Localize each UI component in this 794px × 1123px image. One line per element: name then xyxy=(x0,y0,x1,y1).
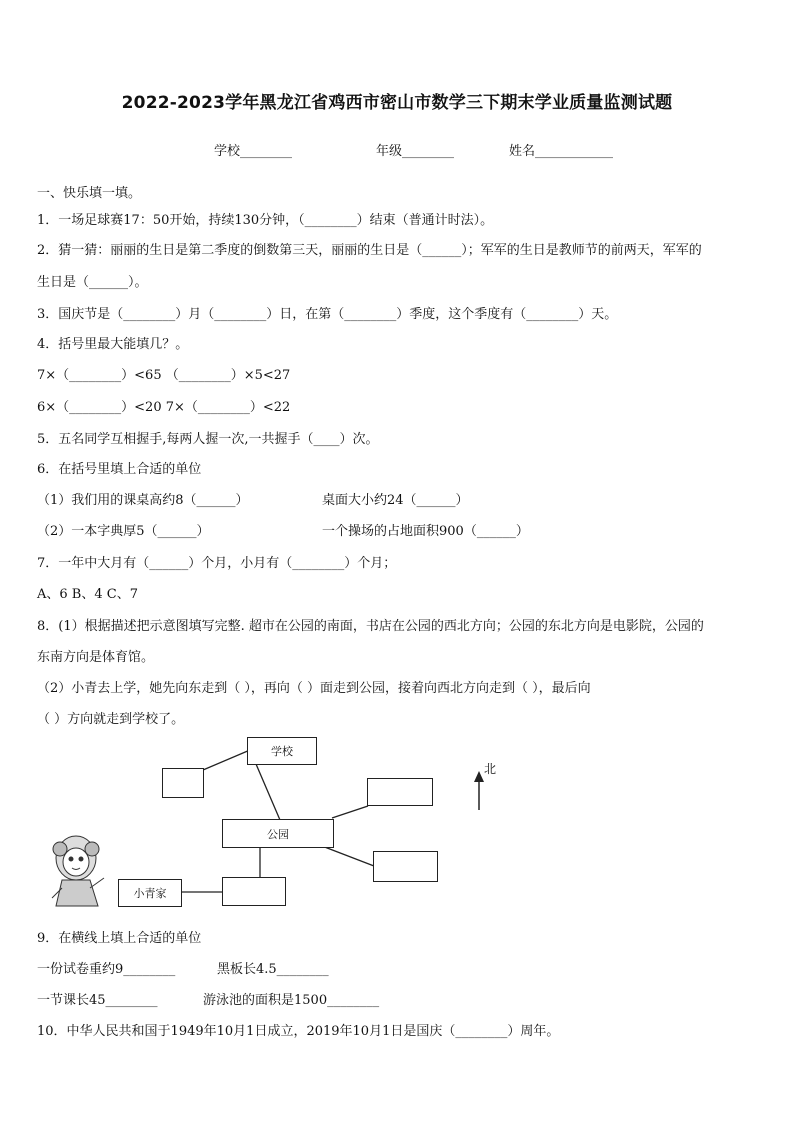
question-6-item-2b: 一个操场的占地面积900（______） xyxy=(322,524,529,539)
question-10: 10．中华人民共和国于1949年10月1日成立，2019年10月1日是国庆（________）周年。 xyxy=(37,1024,560,1039)
question-4-row-1: 7×（________）<65 （________）×5<27 xyxy=(37,368,291,383)
map-box-empty-southeast xyxy=(373,851,438,882)
map-box-park: 公园 xyxy=(222,819,334,848)
question-2: 2．猜一猜：丽丽的生日是第二季度的倒数第三天，丽丽的生日是（______）；军军的生日是教师节的前两天，军军的 xyxy=(37,243,702,258)
map-box-empty-northeast xyxy=(367,778,433,806)
question-8-part-2: （2）小青去上学，她先向东走到（ ），再向（ ）面走到公园，接着向西北方向走到（ ），最后向 xyxy=(37,681,591,696)
question-9-item-2: 黑板长4.5________ xyxy=(217,962,329,977)
north-label: 北 xyxy=(484,762,497,776)
question-6: 6．在括号里填上合适的单位 xyxy=(37,462,202,477)
question-2-cont: 生日是（______）。 xyxy=(37,275,148,290)
map-box-home: 小青家 xyxy=(118,879,182,907)
question-6-item-2a: （2）一本字典厚5（______） xyxy=(37,524,210,539)
question-8-part-1-cont: 东南方向是体育馆。 xyxy=(37,650,155,665)
school-field: 学校________ xyxy=(214,144,293,159)
question-7: 7．一年中大月有（______）个月，小月有（________）个月； xyxy=(37,556,397,571)
section-heading: 一、快乐填一填。 xyxy=(37,186,142,201)
question-4: 4．括号里最大能填几？。 xyxy=(37,337,189,352)
question-1: 1．一场足球赛17：50开始，持续130分钟，（________）结束（普通计时法）。 xyxy=(37,213,494,228)
question-6-item-1a: （1）我们用的课桌高约8（______） xyxy=(37,493,249,508)
question-3: 3．国庆节是（________）月（________）日，在第（________）季度，这个季度有（________）天。 xyxy=(37,307,618,322)
question-9: 9．在横线上填上合适的单位 xyxy=(37,931,202,946)
map-box-empty-south xyxy=(222,877,286,906)
map-box-school: 学校 xyxy=(247,737,317,765)
grade-field: 年级________ xyxy=(376,144,455,159)
question-4-row-2: 6×（________）<20 7×（________）<22 xyxy=(37,400,291,415)
question-9-item-3: 一节课长45________ xyxy=(37,993,158,1008)
page-title: 2022-2023学年黑龙江省鸡西市密山市数学三下期末学业质量监测试题 xyxy=(121,93,673,113)
map-box-empty-northwest xyxy=(162,768,204,798)
question-9-item-4: 游泳池的面积是1500________ xyxy=(203,993,380,1008)
north-arrow-icon xyxy=(474,771,484,810)
question-8-part-2-cont: （ ）方向就走到学校了。 xyxy=(37,712,185,727)
question-7-options: A、6 B、4 C、7 xyxy=(37,587,138,602)
question-5: 5．五名同学互相握手,每两人握一次,一共握手（____）次。 xyxy=(37,432,379,447)
question-6-item-1b: 桌面大小约24（______） xyxy=(322,493,469,508)
question-9-item-1: 一份试卷重约9________ xyxy=(37,962,176,977)
question-8-part-1: 8．(1）根据描述把示意图填写完整. 超市在公园的南面，书店在公园的西北方向；公园的东北方向是电影院，公园的 xyxy=(37,619,704,634)
girl-illustration-icon xyxy=(52,836,104,906)
name-field: 姓名____________ xyxy=(509,144,614,159)
